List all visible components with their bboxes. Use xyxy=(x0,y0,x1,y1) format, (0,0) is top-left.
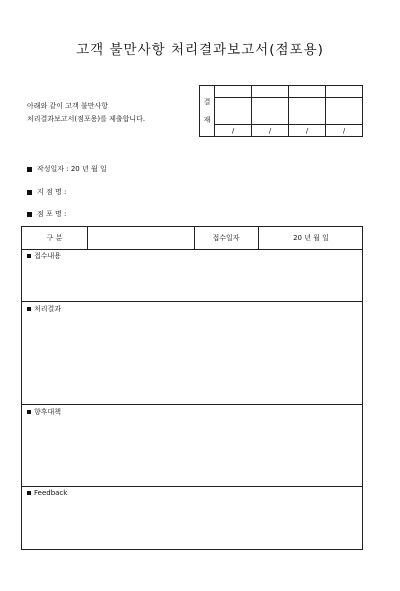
approval-title-cell xyxy=(326,86,363,98)
bullet-square xyxy=(27,410,31,414)
section-label xyxy=(27,251,61,261)
approval-date-cell: / xyxy=(289,125,326,137)
section-label-text: Feedback xyxy=(34,489,68,497)
field-branch xyxy=(27,187,66,197)
section-label-text: 처리결과 xyxy=(34,305,62,313)
approval-sign-cell xyxy=(252,98,289,125)
header-divider xyxy=(87,227,88,249)
approval-box xyxy=(199,85,363,137)
approval-title-cell xyxy=(252,86,289,98)
section-label xyxy=(27,407,61,417)
bullet-square xyxy=(27,254,31,258)
approval-label-bottom: 재 xyxy=(203,116,211,124)
section-label xyxy=(27,304,61,314)
bullet-square xyxy=(27,212,32,217)
intro-line-2: 처리결과보고서(점포용)를 제출합니다. xyxy=(27,115,146,123)
approval-sign-cell xyxy=(326,98,363,125)
field-date xyxy=(27,164,107,174)
bullet-square xyxy=(27,190,32,195)
bullet-square xyxy=(27,167,32,172)
field-branch-label: 지 점 명 : xyxy=(37,188,67,196)
section-feedback xyxy=(22,487,362,549)
approval-sign-cell xyxy=(289,98,326,125)
section-label-text: 향후대책 xyxy=(34,408,62,416)
field-store-label: 점 포 명 : xyxy=(37,210,67,218)
approval-label xyxy=(200,86,215,137)
intro-line-1: 아래와 같이 고객 불만사항 xyxy=(27,102,109,110)
section-future-measures xyxy=(22,405,362,487)
category-label: 구 분 xyxy=(46,234,63,242)
bullet-square xyxy=(27,307,31,311)
section-label-text: 접수내용 xyxy=(34,252,62,260)
approval-title-cell xyxy=(289,86,326,98)
section-label xyxy=(27,489,67,497)
receipt-date-label: 접수일자 xyxy=(212,234,240,242)
report-table xyxy=(21,226,363,550)
field-store xyxy=(27,209,66,219)
approval-date-cell: / xyxy=(252,125,289,137)
approval-sign-cell xyxy=(215,98,252,125)
receipt-date-value: 20 년 월 일 xyxy=(293,234,329,242)
intro-text xyxy=(27,100,145,126)
approval-date-cell: / xyxy=(215,125,252,137)
section-processing-result xyxy=(22,302,362,405)
approval-date-cell: / xyxy=(326,125,363,137)
report-header-row xyxy=(22,227,362,250)
section-receipt-content xyxy=(22,249,362,302)
document-title: 고객 불만사항 처리결과보고서(점포용) xyxy=(76,42,324,58)
approval-label-top: 결 xyxy=(203,98,211,106)
bullet-square xyxy=(27,491,31,495)
approval-title-cell xyxy=(215,86,252,98)
field-date-label: 작성일자 : 20 년 월 일 xyxy=(37,165,107,173)
